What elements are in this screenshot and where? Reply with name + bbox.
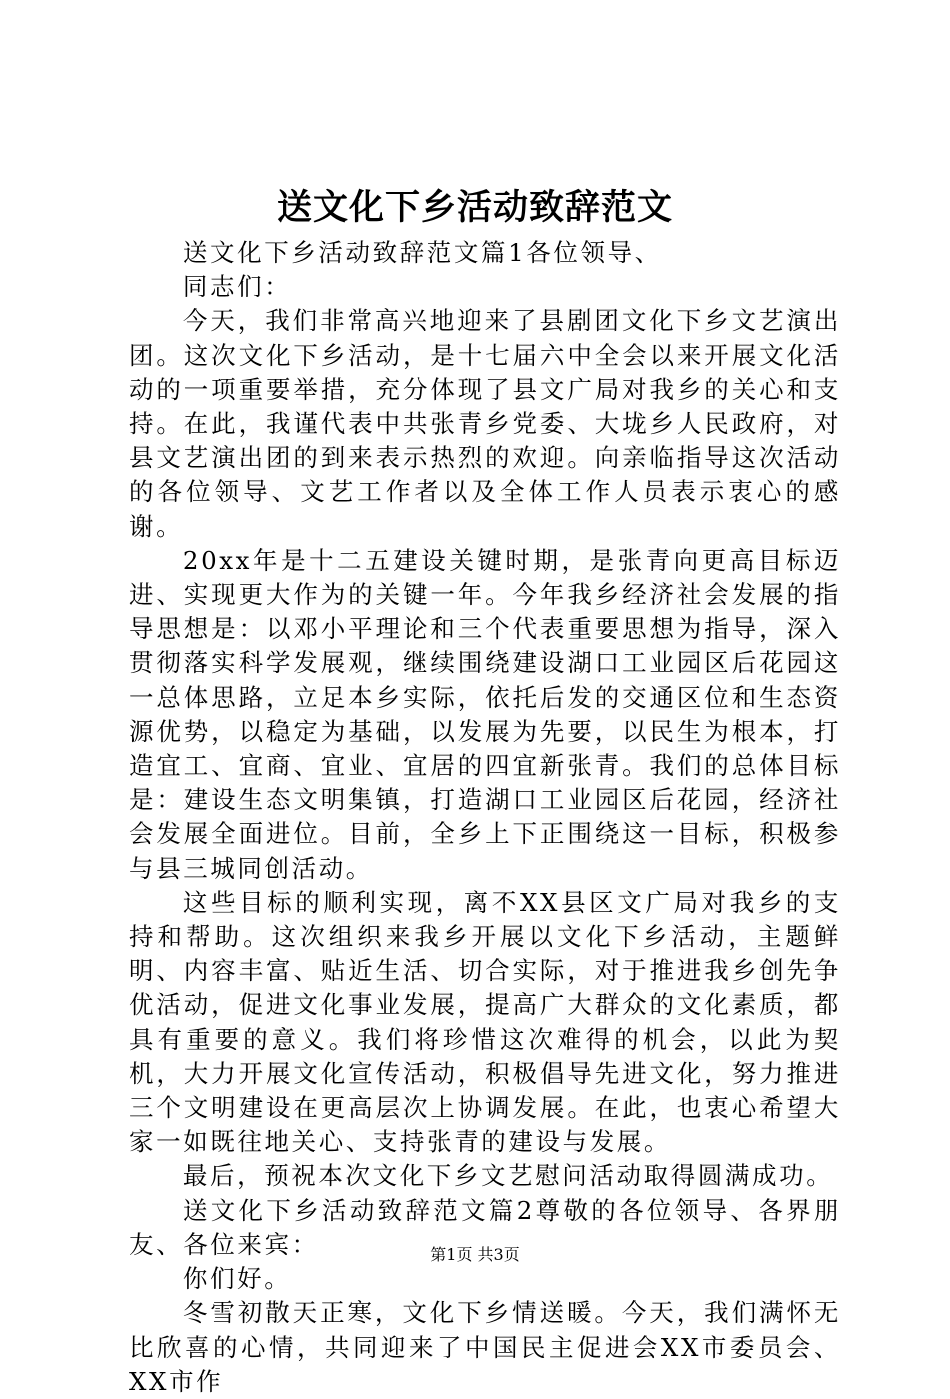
paragraph: 同志们：: [182, 272, 292, 302]
page-footer: 第1页 共3页: [430, 1245, 520, 1264]
document-body: [129, 236, 841, 1399]
paragraph: 送文化下乡活动致辞范文篇1各位领导、: [182, 238, 662, 267]
paragraph: 冬雪初散天正寒，文化下乡情送暖。今天，我们满怀无比欣喜的心情，共同迎来了中国民主促进会XX市委员会、XX市作: [129, 1298, 841, 1396]
document-title: 送文化下乡活动致辞范文: [276, 187, 673, 228]
paragraph: 这些目标的顺利实现，离不XX县区文广局对我乡的支持和帮助。这次组织来我乡开展以文化下乡活动，主题鲜明、内容丰富、贴近生活、切合实际，对于推进我乡创先争优活动，促进文化事业发展，提高广大群众的文化素质，都具有重要的意义。我们将珍惜这次难得的机会，以此为契机，大力开展文化宣传活动，积极倡导先进文化，努力推进三个文明建设在更高层次上协调发展。在此，也衷心希望大家一如既往地关心、支持张青的建设与发展。: [129, 887, 841, 1157]
paragraph: 送文化下乡活动致辞范文篇2尊敬的各位领导、各界朋友、各位来宾：: [129, 1195, 841, 1259]
paragraph: 最后，预祝本次文化下乡文艺慰问活动取得圆满成功。: [182, 1161, 834, 1191]
paragraph: 你们好。: [182, 1264, 292, 1294]
paragraph: 今天，我们非常高兴地迎来了县剧团文化下乡文艺演出团。这次文化下乡活动，是十七届六中全会以来开展文化活动的一项重要举措，充分体现了县文广局对我乡的关心和支持。在此，我谨代表中共张青乡党委、大垅乡人民政府，对县文艺演出团的到来表示热烈的欢迎。向亲临指导这次活动的各位领导、文艺工作者以及全体工作人员表示衷心的感谢。: [129, 306, 841, 541]
paragraph: 20xx年是十二五建设关键时期，是张青向更高目标迈进、实现更大作为的关键一年。今年我乡经济社会发展的指导思想是：以邓小平理论和三个代表重要思想为指导，深入贯彻落实科学发展观，继续围绕建设湖口工业园区后花园这一总体思路，立足本乡实际，依托后发的交通区位和生态资源优势，以稳定为基础，以发展为先要，以民生为根本，打造宜工、宜商、宜业、宜居的四宜新张青。我们的总体目标是：建设生态文明集镇，打造湖口工业园区后花园，经济社会发展全面进位。目前，全乡上下正围绕这一目标，积极参与县三城同创活动。: [129, 545, 841, 883]
